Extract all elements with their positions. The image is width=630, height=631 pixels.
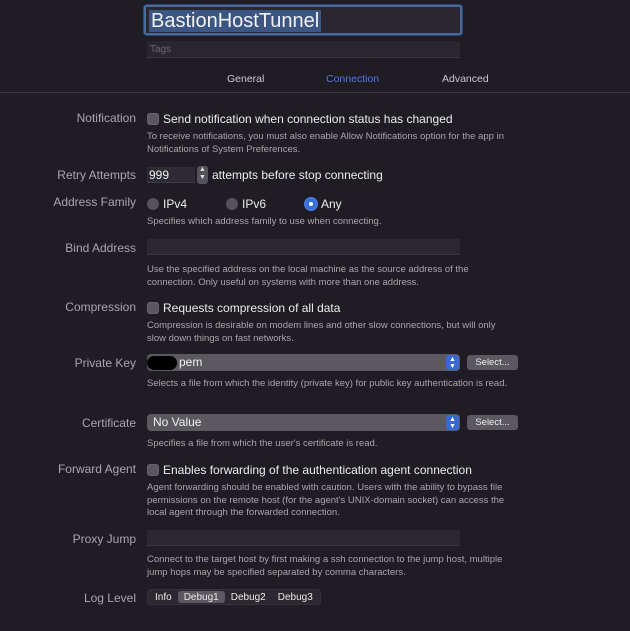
retry-label: Retry Attempts	[57, 168, 136, 182]
private-key-popup[interactable]	[147, 354, 460, 371]
forward-agent-checkbox[interactable]	[147, 464, 159, 476]
proxy-jump-control	[147, 530, 460, 546]
log-level-debug1[interactable]: Debug1	[178, 591, 225, 603]
retry-attempts-input[interactable]: 999	[147, 167, 195, 183]
radio-ipv6-label: IPv6	[242, 196, 267, 211]
popup-chevrons-icon[interactable]: ▲ ▼	[446, 415, 459, 430]
forward-agent-label: Forward Agent	[57, 462, 136, 476]
radio-ipv4-icon[interactable]	[147, 198, 159, 210]
address-family-help: Specifies which address family to use when connecting.	[147, 216, 382, 227]
compression-help: Compression is desirable on modem lines and other slow connections, but will only slow down things on fast networks.	[147, 320, 496, 344]
redacted-filename	[147, 356, 177, 370]
forward-agent-help: Agent forwarding should be enabled with caution. Users with the ability to bypass file permissions on the remote host (for the agent's UNIX-domain socket) can access the local agent through the forwarded connection.	[147, 482, 505, 518]
bind-address-control	[147, 239, 460, 255]
log-level-label: Log Level	[83, 591, 136, 605]
notification-checkbox-control[interactable]	[147, 110, 453, 128]
certificate-popup[interactable]	[147, 414, 460, 431]
radio-any-selected-icon[interactable]	[305, 198, 317, 210]
radio-ipv4[interactable]	[147, 195, 187, 213]
address-family-label: Address Family	[53, 195, 136, 209]
radio-ipv6-icon[interactable]	[226, 198, 238, 210]
log-level-segmented-control	[147, 589, 321, 605]
popup-chevrons-icon[interactable]: ▲ ▼	[446, 355, 459, 370]
tags-input[interactable]	[147, 41, 460, 58]
tab-connection[interactable]: Connection	[326, 73, 380, 85]
compression-checkbox[interactable]	[147, 302, 159, 314]
notification-checkbox-label: Send notification when connection status has changed	[163, 111, 453, 126]
private-key-label: Private Key	[74, 356, 136, 370]
certificate-label: Certificate	[81, 416, 136, 430]
compression-label: Compression	[65, 300, 136, 314]
proxy-jump-label: Proxy Jump	[72, 532, 136, 546]
stepper-arrows-icon[interactable]: ▲ ▼	[197, 166, 208, 184]
notification-checkbox[interactable]	[147, 113, 159, 125]
tags-placeholder: Tags	[150, 44, 172, 55]
proxy-jump-input[interactable]	[147, 530, 460, 546]
tab-bar	[0, 66, 630, 93]
log-level-info[interactable]: Info	[155, 592, 172, 603]
tab-advanced[interactable]: Advanced	[442, 73, 489, 85]
connection-name-value: BastionHostTunnel	[151, 10, 320, 32]
certificate-select-button[interactable]: Select...	[467, 415, 518, 430]
compression-checkbox-label: Requests compression of all data	[163, 300, 341, 315]
forward-agent-checkbox-label: Enables forwarding of the authentication agent connection	[163, 462, 472, 477]
log-level-debug3[interactable]: Debug3	[277, 592, 313, 603]
compression-checkbox-control[interactable]	[147, 299, 340, 317]
tab-general[interactable]: General	[227, 73, 265, 85]
retry-control	[147, 166, 383, 184]
bind-address-input[interactable]	[147, 239, 460, 255]
radio-any[interactable]	[305, 195, 342, 213]
address-family-radio-group	[147, 195, 447, 209]
forward-agent-checkbox-control[interactable]	[147, 461, 472, 479]
radio-any-label: Any	[321, 196, 342, 211]
bind-address-label: Bind Address	[65, 241, 136, 255]
proxy-jump-help: Connect to the target host by first making a ssh connection to the jump host, multiple jump hops may be specified separated by comma characters.	[147, 554, 503, 578]
certificate-help: Specifies a file from which the user's certificate is read.	[147, 438, 378, 449]
notification-help: To receive notifications, you must also enable Allow Notifications option for the app in Notifications of System Preferences.	[147, 131, 504, 155]
log-level-debug2[interactable]: Debug2	[230, 592, 266, 603]
radio-ipv4-label: IPv4	[163, 196, 188, 211]
private-key-value: pem	[179, 355, 203, 369]
bind-address-help: Use the specified address on the local machine as the source address of the connection. Only useful on systems with more than one address.	[147, 264, 469, 288]
radio-ipv6[interactable]	[226, 195, 266, 213]
notification-label: Notification	[76, 111, 136, 125]
retry-suffix: attempts before stop connecting	[212, 168, 383, 182]
private-key-help: Selects a file from which the identity (private key) for public key authentication is read.	[147, 378, 508, 389]
connection-name-input[interactable]	[144, 5, 462, 35]
certificate-value: No Value	[153, 415, 202, 429]
private-key-select-button[interactable]: Select...	[467, 355, 518, 370]
